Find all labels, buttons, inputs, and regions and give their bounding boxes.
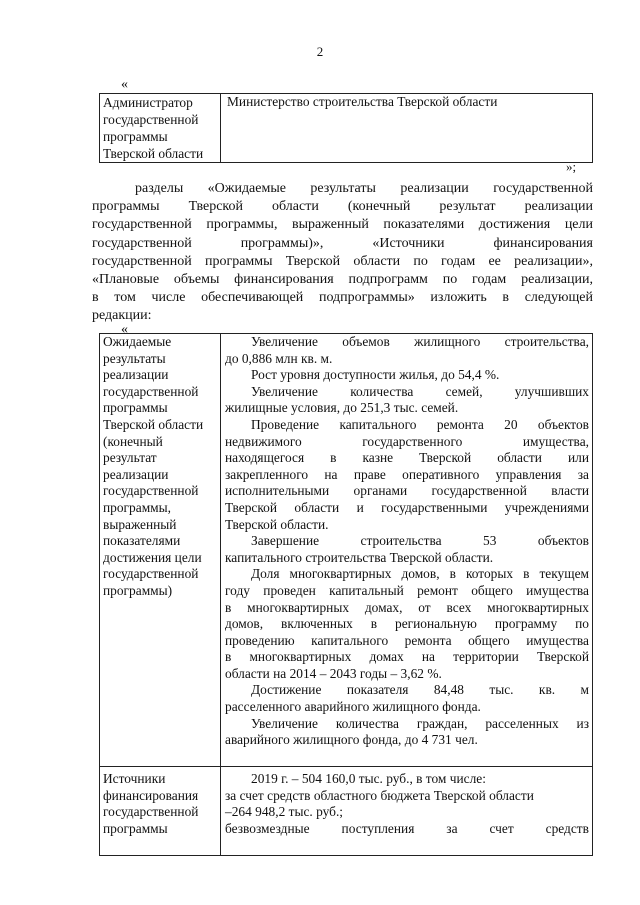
- administrator-value: Министерство строительства Тверской области: [221, 94, 593, 163]
- label-line: программы,: [103, 499, 171, 515]
- text-line: Увеличение количества граждан, расселенных из: [251, 715, 589, 731]
- label-line: государственной: [103, 112, 199, 127]
- text-line: Рост уровня доступности жилья, до 54,4 %.: [251, 367, 500, 383]
- text-line: в многоквартирных домах на территории Тверской: [225, 649, 589, 665]
- text-line: –264 948,2 тыс. руб.;: [225, 804, 344, 820]
- text-line: за счет средств областного бюджета Тверской области: [225, 787, 534, 803]
- text-line: году проведен капитальный ремонт общего имущества: [225, 582, 589, 598]
- text-line: закрепленного на праве оперативного управления за: [225, 466, 589, 482]
- label-line: Ожидаемые: [103, 334, 172, 349]
- intro-line: государственной программы Тверской области по годам ее реализации»,: [92, 253, 593, 269]
- intro-line: разделы «Ожидаемые результаты реализации государственной: [135, 181, 593, 196]
- results-label: [100, 334, 221, 767]
- label-line: Администратор: [103, 95, 193, 110]
- text-line: капитального строительства Тверской области.: [225, 549, 494, 565]
- label-line: государственной: [103, 804, 199, 820]
- label-line: государственной: [103, 383, 199, 399]
- text-line: исполнительными органами государственной власти: [225, 483, 589, 499]
- text-line: Тверской области.: [225, 516, 329, 532]
- label-line: Тверской области: [103, 416, 204, 432]
- administrator-label: [100, 94, 221, 163]
- result-paragraph: [225, 682, 589, 715]
- funding-paragraph: [225, 771, 589, 837]
- label-line: показателями: [103, 533, 181, 549]
- label-line: Источники: [103, 771, 166, 786]
- administrator-row: [100, 94, 593, 163]
- label-line: государственной: [103, 566, 199, 582]
- text-line: области на 2014 – 2043 годы – 3,62 %.: [225, 665, 442, 681]
- label-line: программы: [103, 129, 168, 144]
- label-line: результаты: [103, 350, 166, 366]
- result-paragraph: [225, 716, 589, 749]
- label-line: программы: [103, 400, 168, 416]
- text-line: домов, включенных в региональную программу по: [225, 616, 589, 632]
- label-line: финансирования: [103, 787, 199, 803]
- text-line: недвижимого государственного имущества,: [225, 433, 589, 449]
- result-paragraph: [225, 384, 589, 417]
- intro-line: редакции:: [92, 308, 152, 324]
- label-line: (конечный: [103, 433, 163, 449]
- page-number: 2: [316, 44, 324, 59]
- text-line: Увеличение количества семей, улучшивших: [251, 383, 589, 399]
- funding-label: [100, 767, 221, 856]
- text-line: Увеличение объемов жилищного строительства,: [251, 334, 589, 349]
- results-value: [221, 334, 593, 767]
- label-line: результат: [103, 450, 157, 466]
- text-line: находящегося в казне Тверской области или: [225, 450, 589, 466]
- text-line: до 0,886 млн кв. м.: [225, 350, 333, 366]
- program-table: [99, 333, 593, 856]
- results-row: [100, 334, 593, 767]
- text-line: в многоквартирных домах, от всех многоквартирных: [225, 599, 589, 615]
- text-line: аварийного жилищного фонда, до 4 731 чел.: [225, 732, 478, 748]
- label-line: государственной: [103, 483, 199, 499]
- intro-line: «Плановые объемы финансирования подпрограмм по годам реализации,: [92, 272, 593, 288]
- close-quote: »;: [566, 159, 577, 174]
- text-line: Проведение капитального ремонта 20 объектов: [251, 416, 589, 432]
- text-line: Завершение строительства 53 объектов: [251, 533, 589, 549]
- text-line: 2019 г. – 504 160,0 тыс. руб., в том числе:: [251, 771, 486, 786]
- result-paragraph: [225, 367, 589, 384]
- text-line: расселенного аварийного жилищного фонда.: [225, 699, 481, 715]
- text-line: жилищные условия, до 251,3 тыс. семей.: [225, 400, 459, 416]
- intro-line: государственной программы)», «Источники финансирования: [92, 235, 593, 251]
- label-line: выраженный: [103, 516, 177, 532]
- funding-value: [221, 767, 593, 856]
- label-line: реализации: [103, 367, 169, 383]
- text-line: Доля многоквартирных домов, в которых в текущем: [251, 566, 589, 582]
- result-paragraph: [225, 334, 589, 367]
- label-line: программы: [103, 820, 168, 836]
- text-line: Достижение показателя 84,48 тыс. кв. м: [251, 682, 589, 698]
- text-line: Тверской области и государственными учреждениями: [225, 499, 589, 515]
- open-quote: «: [121, 77, 128, 92]
- intro-paragraph: [92, 180, 593, 326]
- result-paragraph: [225, 533, 589, 566]
- intro-line: программы Тверской области (конечный результат реализации: [92, 199, 593, 215]
- result-paragraph: [225, 566, 589, 682]
- open-quote-2: «: [121, 322, 128, 337]
- label-line: реализации: [103, 466, 169, 482]
- label-line: достижения цели: [103, 549, 202, 565]
- funding-row: [100, 767, 593, 856]
- intro-line: государственной программы, выраженный показателями достижения цели: [92, 217, 593, 233]
- result-paragraph: [225, 417, 589, 533]
- text-line: проведению капитального ремонта общего имущества: [225, 632, 589, 648]
- label-line: Тверской области: [103, 146, 204, 161]
- intro-line: в том числе обеспечивающей подпрограммы» изложить в следующей: [92, 290, 593, 306]
- administrator-table: [99, 93, 593, 163]
- text-line: безвозмездные поступления за счет средств: [225, 820, 589, 836]
- label-line: программы): [103, 582, 173, 598]
